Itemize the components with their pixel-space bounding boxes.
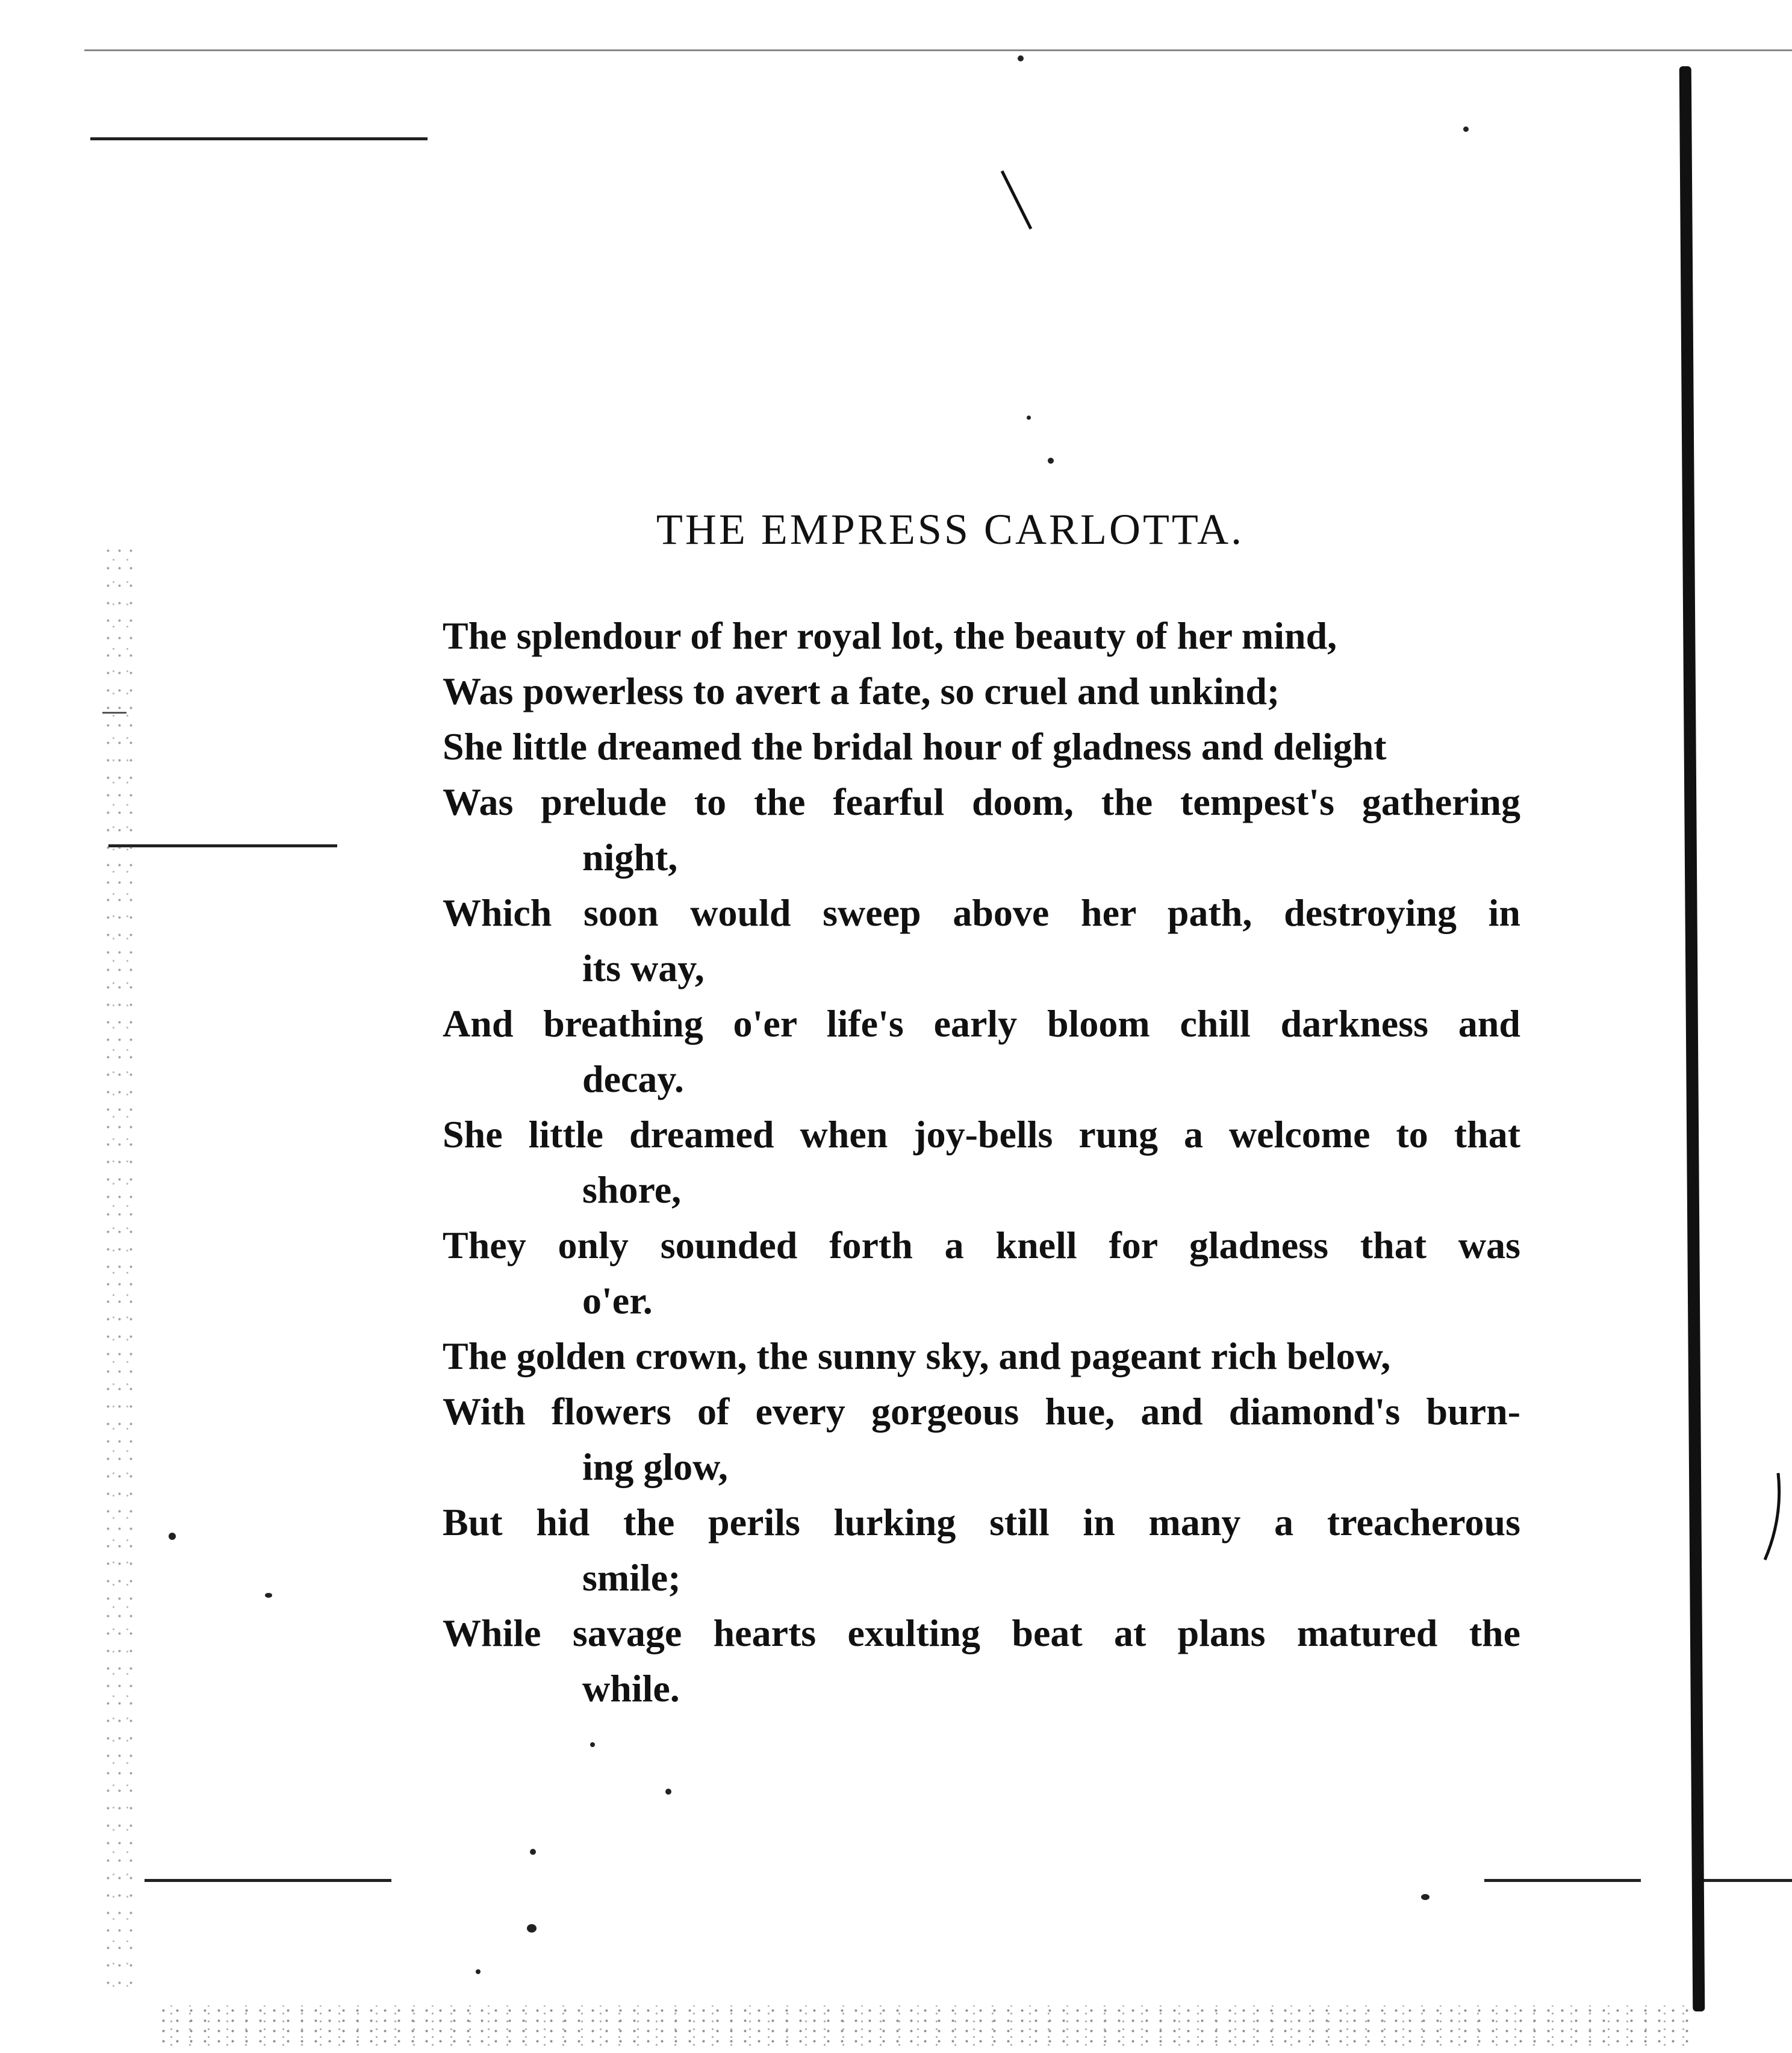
poem-line: But hid the perils lurking still in many a treacherous smile; — [443, 1495, 1520, 1606]
poem-line: The golden crown, the sunny sky, and pageant rich below, — [443, 1335, 1391, 1377]
top-left-rule — [90, 137, 428, 140]
poem-line: She little dreamed the bridal hour of gladness and delight — [443, 725, 1387, 768]
poem-line-continuation: while. — [582, 1667, 680, 1710]
speck — [265, 1593, 272, 1598]
left-margin-rule — [108, 844, 337, 847]
poem-line: Which soon would sweep above her path, destroying in its way, — [443, 885, 1520, 996]
speck — [476, 1969, 481, 1974]
poem-line-continuation: smile; — [582, 1556, 681, 1599]
speck — [169, 1533, 176, 1540]
poem-line: Was powerless to avert a fate, so cruel and unkind; — [443, 670, 1280, 712]
speck — [590, 1742, 595, 1747]
poem-line: While savage hearts exulting beat at plans matured the while. — [443, 1606, 1520, 1716]
poem-line: She little dreamed when joy-bells rung a welcome to that shore, — [443, 1107, 1520, 1218]
left-edge-grit — [102, 542, 138, 1987]
speck — [1463, 126, 1469, 132]
poem-line-continuation: night, — [582, 836, 678, 879]
bottom-left-rule — [145, 1879, 391, 1882]
speck — [527, 1924, 537, 1933]
speck — [1421, 1894, 1430, 1900]
speck — [665, 1789, 671, 1795]
poem-body — [443, 608, 1520, 1716]
poem-line-continuation: its way, — [582, 947, 705, 989]
poem-line-continuation: o'er. — [582, 1279, 653, 1322]
bottom-edge-grit — [157, 2005, 1698, 2048]
poem-line: And breathing o'er life's early bloom chill darkness and decay. — [443, 996, 1520, 1107]
speck — [1027, 416, 1031, 420]
stray-stroke-right — [1761, 1469, 1785, 1566]
speck — [1048, 458, 1054, 464]
poem-line-continuation: decay. — [582, 1058, 684, 1100]
poem-line-continuation: shore, — [582, 1168, 682, 1211]
binding-shadow — [1679, 66, 1705, 2011]
stray-stroke-top — [1000, 169, 1036, 235]
speck — [530, 1849, 536, 1855]
poem-line: The splendour of her royal lot, the beauty of her mind, — [443, 614, 1337, 657]
bottom-far-right-rule — [1698, 1879, 1792, 1882]
poem-line-continuation: ing glow, — [582, 1445, 728, 1488]
top-edge-rule — [84, 49, 1792, 51]
poem-line: With flowers of every gorgeous hue, and diamond's burn- ing glow, — [443, 1384, 1520, 1495]
bottom-right-rule — [1484, 1879, 1641, 1882]
poem-title: THE EMPRESS CARLOTTA. — [656, 505, 1245, 553]
poem-line: They only sounded forth a knell for gladness that was o'er. — [443, 1218, 1520, 1329]
poem-line: Was prelude to the fearful doom, the tempest's gathering night, — [443, 774, 1520, 885]
speck — [1018, 55, 1024, 61]
